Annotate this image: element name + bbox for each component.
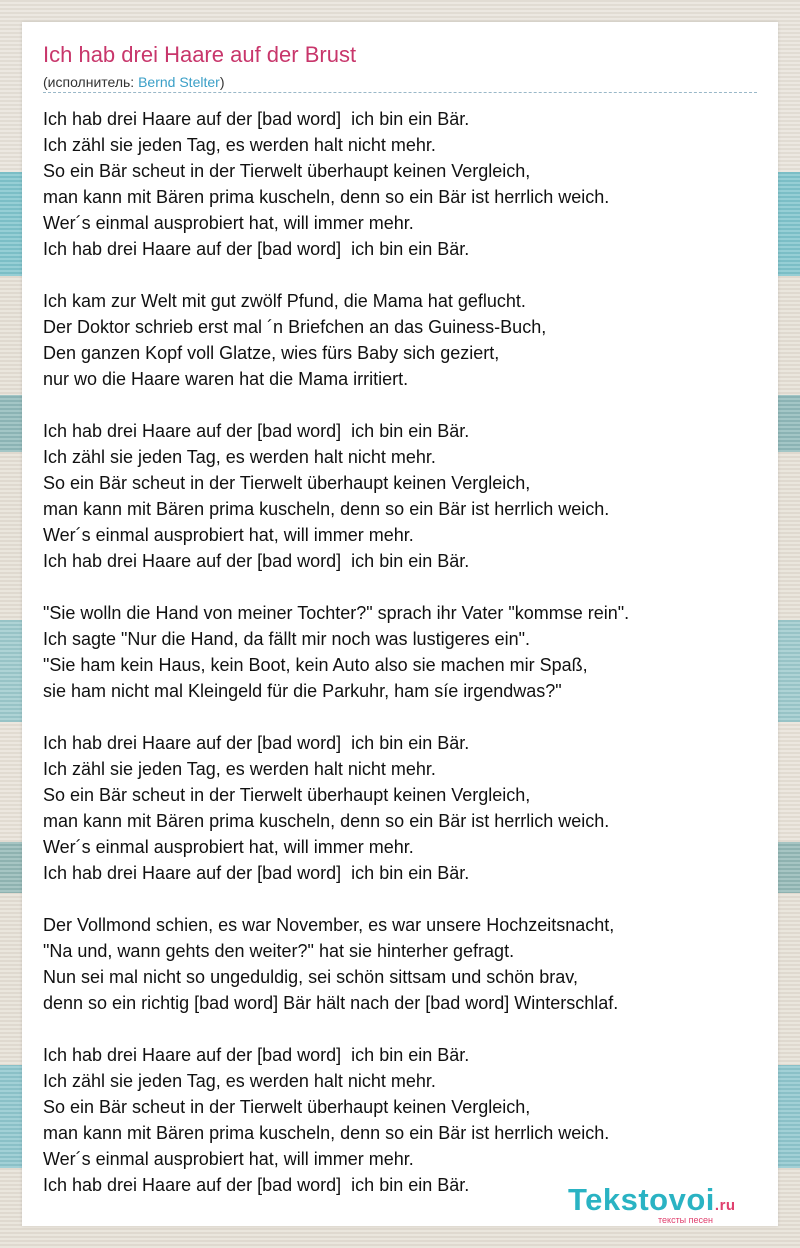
logo-tagline: тексты песен bbox=[658, 1215, 714, 1225]
logo-tld: .ru bbox=[714, 1197, 736, 1214]
stanza bbox=[43, 418, 763, 574]
lyric-line: Ich zähl sie jeden Tag, es werden halt nicht mehr. bbox=[43, 759, 436, 779]
lyric-line: Der Vollmond schien, es war November, es war unsere Hochzeitsnacht, bbox=[43, 915, 615, 935]
lyric-line: Der Doktor schrieb erst mal ´n Briefchen an das Guiness-Buch, bbox=[43, 317, 547, 337]
byline-suffix: ) bbox=[219, 74, 225, 90]
lyric-line: Ich hab drei Haare auf der [bad word] ich bin ein Bär. bbox=[43, 1045, 470, 1065]
lyric-line: "Sie wolln die Hand von meiner Tochter?" sprach ihr Vater "kommse rein". bbox=[43, 603, 630, 623]
lyric-line: denn so ein richtig [bad word] Bär hält nach der [bad word] Winterschlaf. bbox=[43, 993, 619, 1013]
lyrics-text bbox=[43, 106, 763, 1224]
site-logo[interactable] bbox=[568, 1182, 768, 1225]
logo-brand: Tekstovoi bbox=[568, 1182, 715, 1217]
lyrics-card bbox=[22, 22, 778, 1226]
lyric-line: Nun sei mal nicht so ungeduldig, sei schön sittsam und schön brav, bbox=[43, 967, 578, 987]
lyric-line: Ich zähl sie jeden Tag, es werden halt nicht mehr. bbox=[43, 135, 436, 155]
lyric-line: man kann mit Bären prima kuscheln, denn so ein Bär ist herrlich weich. bbox=[43, 1123, 610, 1143]
lyric-line: So ein Bär scheut in der Tierwelt überhaupt keinen Vergleich, bbox=[43, 161, 531, 181]
lyric-line: Ich sagte "Nur die Hand, da fällt mir noch was lustigeres ein". bbox=[43, 629, 531, 649]
stanza bbox=[43, 1042, 763, 1198]
lyric-line: man kann mit Bären prima kuscheln, denn so ein Bär ist herrlich weich. bbox=[43, 187, 610, 207]
lyric-line: Den ganzen Kopf voll Glatze, wies fürs Baby sich geziert, bbox=[43, 343, 500, 363]
lyric-line: Wer´s einmal ausprobiert hat, will immer mehr. bbox=[43, 1149, 414, 1169]
lyric-line: man kann mit Bären prima kuscheln, denn so ein Bär ist herrlich weich. bbox=[43, 499, 610, 519]
lyric-line: So ein Bär scheut in der Tierwelt überhaupt keinen Vergleich, bbox=[43, 785, 531, 805]
lyric-line: sie ham nicht mal Kleingeld für die Parkuhr, ham síe irgendwas?" bbox=[43, 681, 562, 701]
logo-wordmark bbox=[568, 1182, 736, 1218]
lyric-line: Ich zähl sie jeden Tag, es werden halt nicht mehr. bbox=[43, 1071, 436, 1091]
stanza bbox=[43, 912, 763, 1016]
lyric-line: Wer´s einmal ausprobiert hat, will immer mehr. bbox=[43, 837, 414, 857]
lyric-line: "Na und, wann gehts den weiter?" hat sie hinterher gefragt. bbox=[43, 941, 515, 961]
lyric-line: Ich hab drei Haare auf der [bad word] ich bin ein Bär. bbox=[43, 733, 470, 753]
lyric-line: Ich hab drei Haare auf der [bad word] ich bin ein Bär. bbox=[43, 109, 470, 129]
lyric-line: "Sie ham kein Haus, kein Boot, kein Auto also sie machen mir Spaß, bbox=[43, 655, 588, 675]
stanza bbox=[43, 288, 763, 392]
artist-byline bbox=[43, 74, 224, 90]
lyric-line: Wer´s einmal ausprobiert hat, will immer mehr. bbox=[43, 213, 414, 233]
stanza bbox=[43, 730, 763, 886]
lyric-line: Ich hab drei Haare auf der [bad word] ich bin ein Bär. bbox=[43, 1175, 470, 1195]
stanza bbox=[43, 106, 763, 262]
lyric-line: Ich kam zur Welt mit gut zwölf Pfund, die Mama hat geflucht. bbox=[43, 291, 526, 311]
stanza bbox=[43, 600, 763, 704]
lyric-line: So ein Bär scheut in der Tierwelt überhaupt keinen Vergleich, bbox=[43, 473, 531, 493]
lyric-line: So ein Bär scheut in der Tierwelt überhaupt keinen Vergleich, bbox=[43, 1097, 531, 1117]
lyric-line: Ich hab drei Haare auf der [bad word] ich bin ein Bär. bbox=[43, 551, 470, 571]
lyric-line: nur wo die Haare waren hat die Mama irritiert. bbox=[43, 369, 409, 389]
title-divider bbox=[43, 92, 757, 93]
lyric-line: Ich hab drei Haare auf der [bad word] ich bin ein Bär. bbox=[43, 421, 470, 441]
lyric-line: man kann mit Bären prima kuscheln, denn so ein Bär ist herrlich weich. bbox=[43, 811, 610, 831]
lyric-line: Wer´s einmal ausprobiert hat, will immer mehr. bbox=[43, 525, 414, 545]
artist-link[interactable]: Bernd Stelter bbox=[138, 74, 220, 90]
lyric-line: Ich hab drei Haare auf der [bad word] ich bin ein Bär. bbox=[43, 239, 470, 259]
lyric-line: Ich zähl sie jeden Tag, es werden halt nicht mehr. bbox=[43, 447, 436, 467]
lyric-line: Ich hab drei Haare auf der [bad word] ich bin ein Bär. bbox=[43, 863, 470, 883]
song-title: Ich hab drei Haare auf der Brust bbox=[43, 42, 357, 67]
byline-prefix: (исполнитель: bbox=[43, 74, 139, 90]
